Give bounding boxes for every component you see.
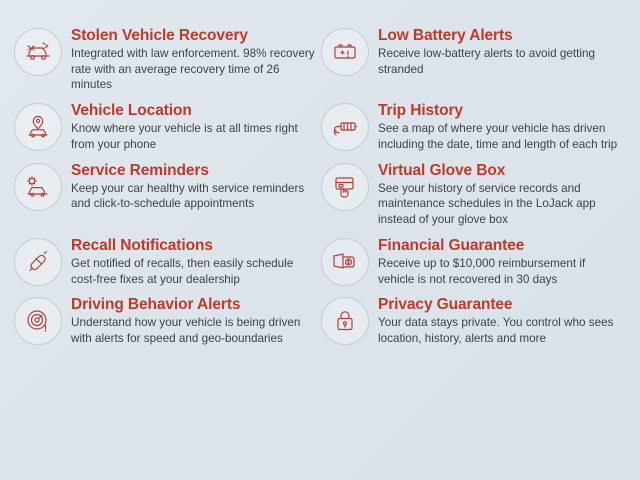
trip-history-icon [321,103,369,151]
vehicle-location-icon [14,103,62,151]
feature-title: Stolen Vehicle Recovery [71,27,248,44]
feature-title: Vehicle Location [71,102,192,120]
feature-recall-notifications [14,236,315,289]
feature-virtual-glove-box [321,161,622,230]
feature-description: Integrated with law enforcement. 98% recovery rate with an average recovery time of 26 minutes [71,47,315,92]
feature-title: Driving Behavior Alerts [71,296,241,314]
feature-title: Privacy Guarantee [378,296,513,314]
feature-text [378,236,622,287]
feature-text [71,236,315,287]
feature-title: Virtual Glove Box [378,161,506,179]
privacy-guarantee-icon [321,297,369,345]
feature-title: Financial Guarantee [378,236,525,254]
feature-privacy-guarantee [321,295,622,348]
feature-stolen-vehicle-recovery [14,26,315,95]
feature-description: Understand how your vehicle is being driven with alerts for speed and geo-boundaries [71,316,301,345]
feature-service-reminders [14,161,315,230]
feature-description: See your history of service records and maintenance schedules in the LoJack app instead of your glove box [378,181,596,227]
low-battery-alerts-icon [321,28,369,76]
feature-title: Trip History [378,102,463,120]
feature-text [378,101,622,152]
feature-title: Service Reminders [71,161,209,179]
feature-text [71,295,315,346]
feature-trip-history [321,101,622,154]
feature-description: Your data stays private. You control who sees location, history, alerts and more [378,316,614,345]
feature-low-battery-alerts [321,26,622,95]
recall-notifications-icon [14,238,62,286]
driving-behavior-alerts-icon [14,297,62,345]
feature-text [378,295,622,346]
feature-text [71,26,315,93]
feature-text [71,101,315,152]
feature-description: Receive up to $10,000 reimbursement if vehicle is not recovered in 30 days [378,256,586,286]
feature-text [378,26,622,77]
service-reminders-icon [14,163,62,211]
feature-text [378,161,622,228]
virtual-glove-box-icon [321,163,369,211]
feature-description: Keep your car healthy with service reminders and click-to-schedule appointments [71,181,305,211]
feature-title: Recall Notifications [71,236,213,254]
feature-description: Get notified of recalls, then easily schedule cost-free fixes at your dealership [71,256,294,286]
feature-title: Low Battery Alerts [378,27,513,44]
feature-description: Receive low-battery alerts to avoid getting stranded [378,47,595,76]
stolen-vehicle-recovery-icon [14,28,62,76]
feature-financial-guarantee [321,236,622,289]
feature-vehicle-location [14,101,315,154]
feature-description: See a map of where your vehicle has driven including the date, time and length of each trip [378,122,618,151]
feature-driving-behavior-alerts [14,295,315,348]
features-grid [14,26,622,349]
feature-description: Know where your vehicle is at all times right from your phone [71,122,298,151]
feature-text [71,161,315,212]
financial-guarantee-icon [321,238,369,286]
